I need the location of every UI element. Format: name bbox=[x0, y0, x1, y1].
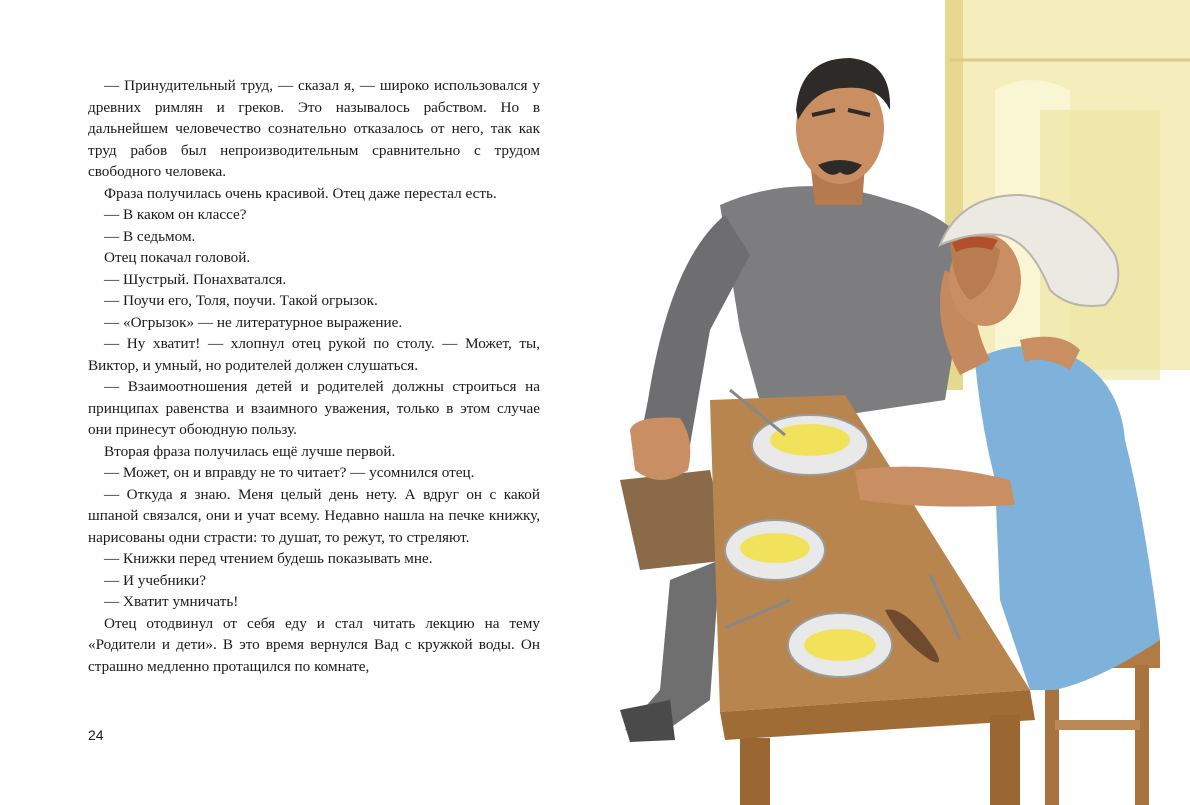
paragraph: — Откуда я знаю. Меня целый день нету. А вдруг он с какой шпаной связался, они и учат всему. Недавно нашла на печке книжку, нарисованы одни страсти: то душат, то режут, то стреляют. bbox=[88, 485, 540, 546]
window bbox=[945, 0, 1190, 390]
text-page bbox=[88, 75, 540, 677]
paragraph: Фраза получилась очень красивой. Отец даже перестал есть. bbox=[104, 184, 497, 202]
paragraph: — Хватит умничать! bbox=[104, 593, 239, 610]
paragraph: — Взаимоотношения детей и родителей должны строиться на принципах равенства и взаимного уважения, только в этом случае они принесут обоюдную пользу. bbox=[88, 378, 540, 438]
paragraph: — Шустрый. Понахватался. bbox=[104, 270, 287, 288]
paragraph: Отец отодвинул от себя еду и стал читать лекцию на тему «Родители и дети». В это время вернулся Вад с кружкой воды. Он страшно медленно протащился по комнате, bbox=[88, 614, 540, 675]
paragraph: — Ну хватит! — хлопнул отец рукой по столу. — Может, ты, Виктор, и умный, но родителей должен слушаться. bbox=[88, 335, 540, 374]
bowl bbox=[725, 520, 825, 580]
illustration-svg bbox=[600, 0, 1190, 805]
paragraph: — «Огрызок» — не литературное выражение. bbox=[104, 313, 403, 331]
illustration-family-at-table bbox=[600, 0, 1190, 805]
paragraph: — И учебники? bbox=[104, 571, 206, 589]
paragraph: — Книжки перед чтением будешь показывать мне. bbox=[104, 550, 433, 567]
paragraph: — Может, он и вправду не то читает? — усомнился отец. bbox=[104, 464, 475, 481]
paragraph: Вторая фраза получилась ещё лучше первой. bbox=[104, 442, 396, 460]
paragraph: Отец покачал головой. bbox=[104, 249, 251, 266]
paragraph: — Поучи его, Толя, поучи. Такой огрызок. bbox=[104, 292, 378, 309]
paragraph: — В седьмом. bbox=[104, 227, 196, 245]
page-number: 24 bbox=[88, 727, 104, 743]
paragraph: — Принудительный труд, — сказал я, — широко использовался у древних римлян и греков. Это называлось рабством. Но в дальнейшем человечество сознательно отказалось от него, так как труд рабов был непроизводительным сравнительно с трудом свободного человека. bbox=[88, 77, 540, 180]
paragraph: — В каком он классе? bbox=[104, 206, 247, 223]
